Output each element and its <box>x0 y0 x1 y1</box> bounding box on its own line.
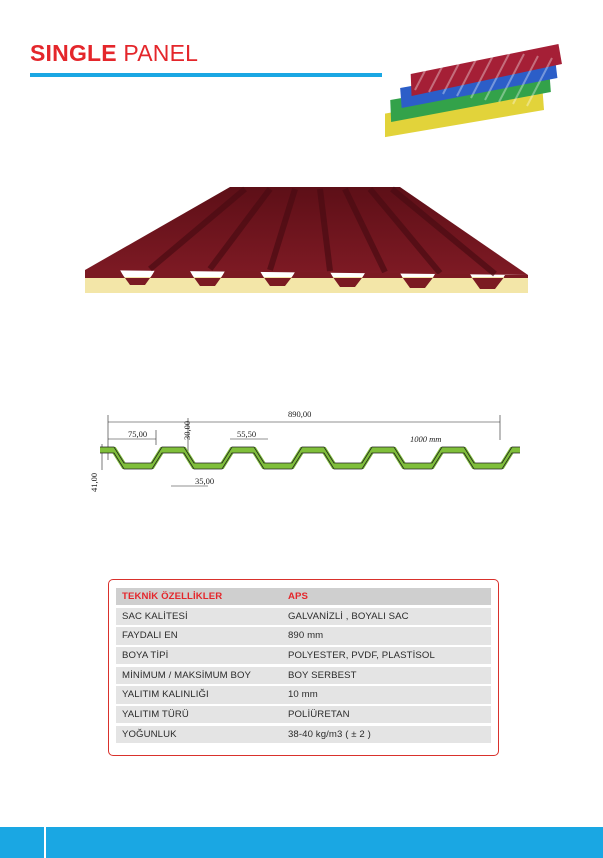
spec-label: FAYDALI EN <box>122 630 178 642</box>
table-row <box>116 706 491 723</box>
dim-total-width: 890,00 <box>288 409 312 419</box>
spec-value: 38-40 kg/m3 ( ± 2 ) <box>288 728 371 740</box>
dim-pitch: 75,00 <box>128 429 148 439</box>
dim-valley: 35,00 <box>195 476 215 486</box>
table-row <box>116 667 491 684</box>
spec-table <box>108 579 499 756</box>
dim-depth: 30,00 <box>182 420 192 440</box>
spec-value: POLİÜRETAN <box>288 709 350 721</box>
spec-label: YALITIM KALINLIĞI <box>122 689 209 701</box>
spec-label: MİNİMUM / MAKSİMUM BOY <box>122 669 252 681</box>
spec-value: BOY SERBEST <box>288 669 357 681</box>
table-row <box>116 726 491 743</box>
title-underline <box>30 73 382 77</box>
spec-value: 10 mm <box>288 689 318 701</box>
title-bold: SINGLE <box>30 40 117 66</box>
spec-value: POLYESTER, PVDF, PLASTİSOL <box>288 650 435 662</box>
dim-length-note: 1000 mm <box>410 434 442 444</box>
footer-tab <box>0 827 46 858</box>
table-row <box>116 647 491 664</box>
panel-render <box>80 185 530 295</box>
spec-header-row <box>116 588 491 605</box>
spec-label: YALITIM TÜRÜ <box>122 709 189 721</box>
profile-drawing <box>80 400 530 510</box>
page-title <box>30 40 198 66</box>
spec-header-value: APS <box>288 591 309 602</box>
spec-value: GALVANİZLİ , BOYALI SAC <box>288 610 409 622</box>
table-row <box>116 686 491 703</box>
dim-crest: 55,50 <box>237 429 257 439</box>
table-row <box>116 627 491 644</box>
spec-label: BOYA TİPİ <box>122 650 169 662</box>
spec-label: SAC KALİTESİ <box>122 610 188 622</box>
spec-label: YOĞUNLUK <box>122 728 177 740</box>
footer-bar <box>0 827 603 858</box>
table-row <box>116 608 491 625</box>
dim-thickness: 41,00 <box>89 472 99 492</box>
spec-value: 890 mm <box>288 630 324 642</box>
title-regular: PANEL <box>123 40 199 66</box>
spec-header-label: TEKNİK ÖZELLİKLER <box>122 591 223 602</box>
colored-panels-thumbnail <box>385 30 575 140</box>
